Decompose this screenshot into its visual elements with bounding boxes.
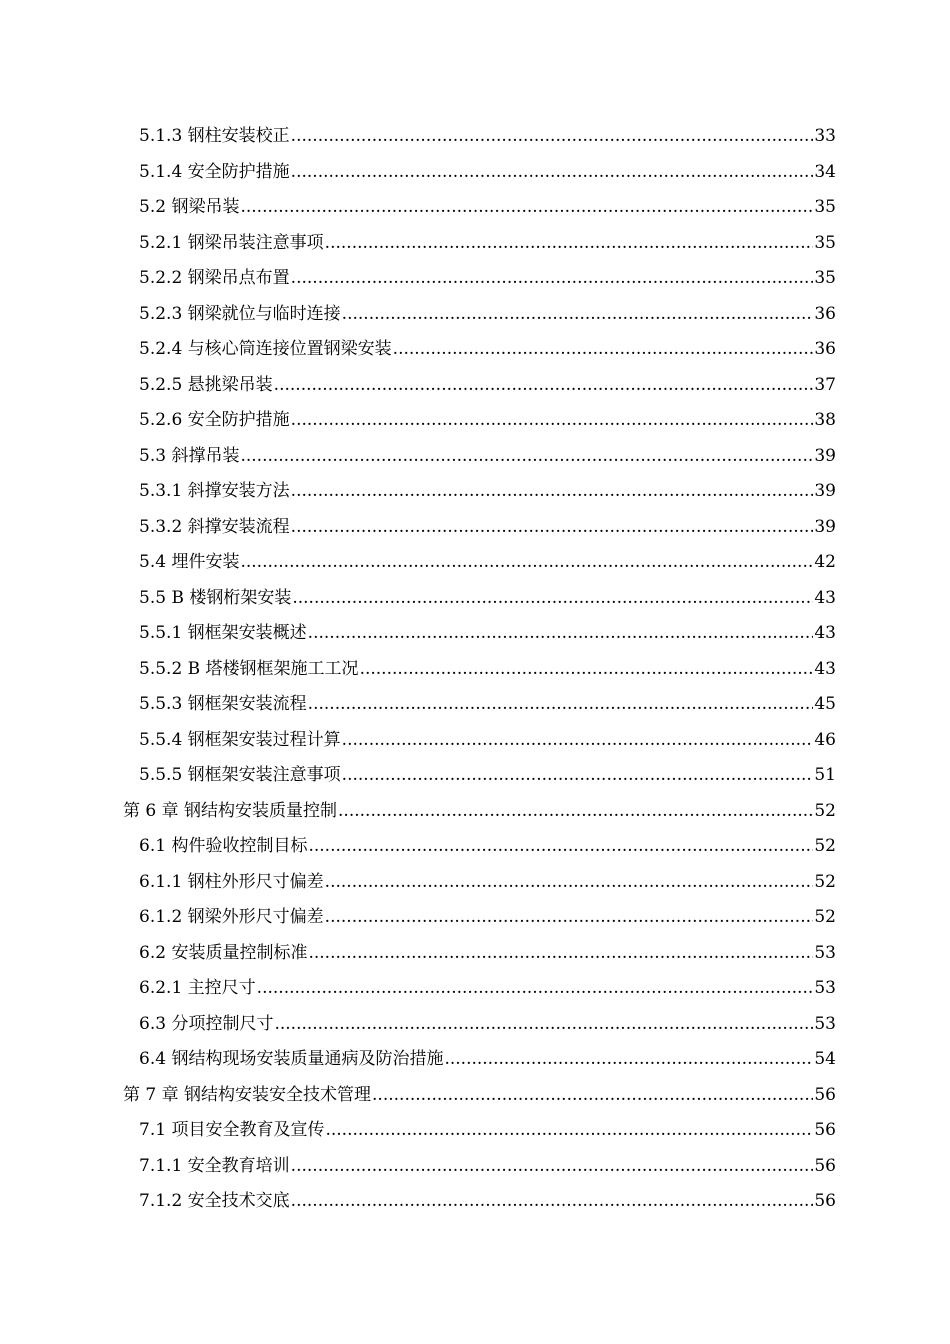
toc-entry-title: 5.2.4 与核心筒连接位置钢梁安装 <box>139 339 392 359</box>
toc-entry-title: 5.2.3 钢梁就位与临时连接 <box>139 303 341 324</box>
toc-entry-page: 56 <box>814 1155 836 1176</box>
toc-entry[interactable] <box>0 971 950 1007</box>
toc-entry[interactable] <box>0 261 950 297</box>
toc-entry[interactable] <box>0 829 950 865</box>
toc-entry[interactable] <box>0 332 950 368</box>
toc-entry[interactable] <box>0 403 950 439</box>
toc-leader-dots <box>292 581 813 617</box>
toc-entry-page: 56 <box>814 1084 836 1105</box>
toc-entry-page: 46 <box>814 729 836 750</box>
toc-entry-page: 39 <box>814 516 836 537</box>
toc-leader-dots <box>308 829 813 865</box>
toc-entry-title: 5.5.4 钢框架安装过程计算 <box>139 729 341 750</box>
toc-entry-page: 56 <box>814 1191 836 1211</box>
toc-leader-dots <box>308 616 814 652</box>
toc-leader-dots <box>240 439 813 475</box>
toc-entry-page: 54 <box>814 1049 836 1069</box>
toc-entry-title: 5.3 斜撑吊装 <box>139 445 240 466</box>
table-of-contents <box>0 119 950 1220</box>
toc-entry[interactable] <box>0 1042 950 1078</box>
toc-leader-dots <box>325 1113 813 1149</box>
toc-leader-dots <box>291 510 814 546</box>
toc-leader-dots <box>291 474 814 510</box>
toc-leader-dots <box>342 297 814 333</box>
toc-leader-dots <box>360 652 814 688</box>
toc-entry-title: 5.2.6 安全防护措施 <box>139 410 290 430</box>
toc-entry[interactable] <box>0 1007 950 1043</box>
toc-entry[interactable] <box>0 439 950 475</box>
toc-leader-dots <box>257 971 814 1007</box>
toc-entry-page: 52 <box>814 836 836 856</box>
toc-entry-page: 35 <box>814 268 836 288</box>
toc-entry-page: 43 <box>814 658 836 679</box>
toc-entry-page: 53 <box>814 942 836 963</box>
toc-entry-page: 39 <box>814 481 836 501</box>
toc-entry-title: 5.4 埋件安装 <box>139 552 240 572</box>
toc-chapter-entry[interactable] <box>0 1078 950 1114</box>
toc-entry[interactable] <box>0 368 950 404</box>
toc-leader-dots <box>338 794 813 830</box>
toc-leader-dots <box>325 865 814 901</box>
toc-leader-dots <box>308 936 813 972</box>
toc-entry-title: 5.2.5 悬挑梁吊装 <box>139 374 273 395</box>
toc-entry-page: 43 <box>814 623 836 643</box>
toc-chapter-entry[interactable] <box>0 794 950 830</box>
toc-entry-title: 5.1.3 钢柱安装校正 <box>139 126 290 146</box>
toc-entry[interactable] <box>0 865 950 901</box>
toc-entry-page: 39 <box>814 445 836 466</box>
toc-entry-page: 38 <box>814 410 836 430</box>
toc-leader-dots <box>325 226 814 262</box>
toc-entry-page: 34 <box>814 161 836 182</box>
toc-entry-title: 5.5 B 楼钢桁架安装 <box>139 587 292 608</box>
toc-entry[interactable] <box>0 1184 950 1220</box>
toc-entry[interactable] <box>0 687 950 723</box>
toc-entry[interactable] <box>0 616 950 652</box>
toc-leader-dots <box>372 1078 813 1114</box>
toc-entry-page: 36 <box>814 339 836 359</box>
toc-entry-title: 第 7 章 钢结构安装安全技术管理 <box>123 1084 372 1105</box>
toc-leader-dots <box>291 1149 814 1185</box>
toc-entry-title: 6.4 钢结构现场安装质量通病及防治措施 <box>139 1049 444 1069</box>
toc-entry[interactable] <box>0 510 950 546</box>
toc-entry-title: 5.5.5 钢框架安装注意事项 <box>139 765 341 785</box>
toc-entry[interactable] <box>0 474 950 510</box>
toc-entry-title: 5.2.1 钢梁吊装注意事项 <box>139 232 324 253</box>
toc-entry-page: 35 <box>814 232 836 253</box>
toc-leader-dots <box>291 155 814 191</box>
toc-leader-dots <box>240 190 813 226</box>
toc-entry-title: 5.1.4 安全防护措施 <box>139 161 290 182</box>
toc-entry[interactable] <box>0 1149 950 1185</box>
toc-entry-page: 52 <box>814 907 836 927</box>
toc-leader-dots <box>274 368 814 404</box>
toc-entry-title: 6.2 安装质量控制标准 <box>139 942 308 963</box>
toc-entry-page: 51 <box>814 765 836 785</box>
toc-entry-page: 42 <box>814 552 836 572</box>
toc-entry-page: 36 <box>814 303 836 324</box>
toc-entry-page: 35 <box>814 197 836 217</box>
toc-entry-page: 37 <box>814 374 836 395</box>
toc-entry-title: 6.3 分项控制尺寸 <box>139 1013 274 1034</box>
toc-entry-page: 53 <box>814 978 836 998</box>
toc-entry[interactable] <box>0 936 950 972</box>
toc-entry[interactable] <box>0 155 950 191</box>
toc-entry-title: 7.1 项目安全教育及宣传 <box>139 1120 325 1140</box>
toc-entry-title: 5.5.1 钢框架安装概述 <box>139 623 307 643</box>
toc-leader-dots <box>342 723 814 759</box>
toc-entry[interactable] <box>0 297 950 333</box>
toc-entry[interactable] <box>0 652 950 688</box>
toc-leader-dots <box>342 758 814 794</box>
toc-entry-page: 43 <box>814 587 836 608</box>
toc-entry[interactable] <box>0 758 950 794</box>
toc-entry-title: 5.3.2 斜撑安装流程 <box>139 516 290 537</box>
toc-leader-dots <box>291 403 814 439</box>
toc-entry-title: 7.1.2 安全技术交底 <box>139 1191 290 1211</box>
toc-entry-page: 53 <box>814 1013 836 1034</box>
toc-entry[interactable] <box>0 119 950 155</box>
toc-leader-dots <box>291 261 814 297</box>
toc-leader-dots <box>291 1184 814 1220</box>
toc-entry[interactable] <box>0 723 950 759</box>
toc-entry-page: 33 <box>814 126 836 146</box>
toc-entry-title: 5.5.2 B 塔楼钢框架施工工况 <box>139 658 359 679</box>
toc-entry-page: 56 <box>814 1120 836 1140</box>
toc-entry-title: 5.3.1 斜撑安装方法 <box>139 481 290 501</box>
toc-entry-title: 6.1 构件验收控制目标 <box>139 836 308 856</box>
toc-leader-dots <box>393 332 814 368</box>
toc-entry-title: 6.2.1 主控尺寸 <box>139 978 256 998</box>
toc-entry[interactable] <box>0 900 950 936</box>
toc-entry-title: 7.1.1 安全教育培训 <box>139 1155 290 1176</box>
toc-entry-page: 52 <box>814 800 836 821</box>
toc-entry-title: 5.5.3 钢框架安装流程 <box>139 694 307 714</box>
toc-entry-page: 52 <box>814 871 836 892</box>
toc-entry[interactable] <box>0 190 950 226</box>
toc-entry[interactable] <box>0 226 950 262</box>
toc-leader-dots <box>274 1007 813 1043</box>
toc-entry-title: 6.1.2 钢梁外形尺寸偏差 <box>139 907 324 927</box>
toc-leader-dots <box>291 119 814 155</box>
toc-leader-dots <box>444 1042 813 1078</box>
toc-entry-title: 6.1.1 钢柱外形尺寸偏差 <box>139 871 324 892</box>
toc-entry-title: 第 6 章 钢结构安装质量控制 <box>123 800 338 821</box>
toc-entry[interactable] <box>0 1113 950 1149</box>
toc-entry[interactable] <box>0 581 950 617</box>
toc-leader-dots <box>240 545 813 581</box>
toc-entry-page: 45 <box>814 694 836 714</box>
toc-entry[interactable] <box>0 545 950 581</box>
toc-entry-title: 5.2.2 钢梁吊点布置 <box>139 268 290 288</box>
toc-entry-title: 5.2 钢梁吊装 <box>139 197 240 217</box>
toc-leader-dots <box>308 687 814 723</box>
toc-leader-dots <box>325 900 814 936</box>
